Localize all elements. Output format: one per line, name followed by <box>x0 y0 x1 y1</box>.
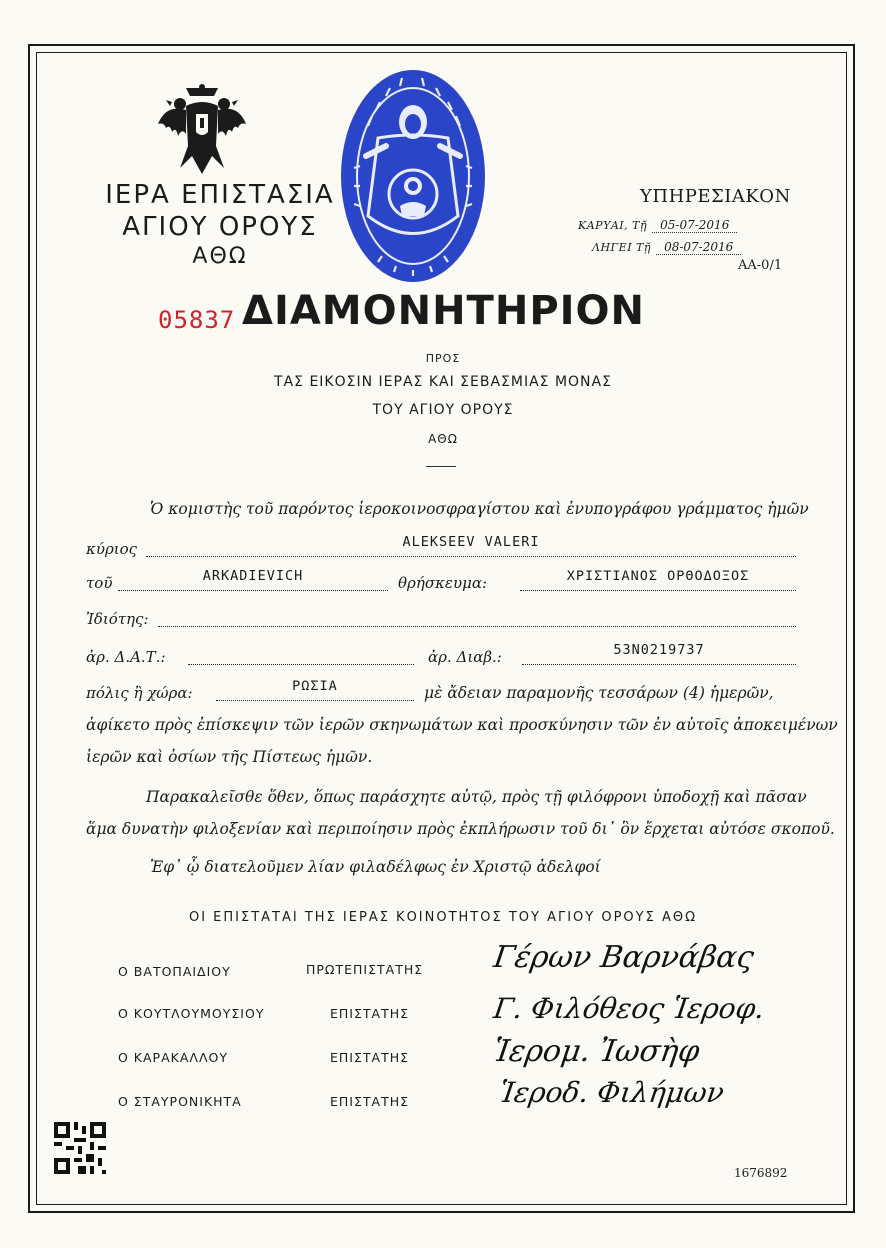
signatory-monastery: Ο ΚΟΥΤΛΟΥΜΟΥΣΙΟΥ <box>118 1006 265 1021</box>
qr-code-icon <box>54 1122 106 1174</box>
of-label: τοῦ <box>86 574 113 592</box>
signatory-role: ΠΡΩΤΕΠΙΣΤΑΤΗΣ <box>306 962 424 977</box>
expiry-date-row <box>578 236 741 255</box>
permit-text: μὲ ἄδειαν παραμονῆς τεσσάρων (4) ἡμερῶν, <box>424 684 774 702</box>
of-value: ARKADIEVICH <box>202 568 304 584</box>
handwritten-signature: Γ. Φιλόθεος Ἱεροφ. <box>491 992 767 1025</box>
signatory-monastery: Ο ΒΑΤΟΠΑΙΔΙΟΥ <box>118 964 231 979</box>
signatory-monastery: Ο ΣΤΑΥΡΟΝΙΚΗΤΑ <box>118 1094 242 1109</box>
issue-date-label: ΚΑΡΥΑΙ, Τῇ <box>578 219 648 232</box>
issue-date-row <box>578 214 737 233</box>
double-headed-eagle-icon <box>156 84 248 176</box>
request-text-line1: Παρακαλεῖσθε ὅθεν, ὅπως παράσχητε αὐτῷ, πρὸς τῇ φιλόφρονι ὑποδοχῇ καὶ πᾶσαν <box>146 788 807 806</box>
addressee-line4: ΑΘΩ <box>428 432 458 446</box>
signatory-role: ΕΠΙΣΤΑΤΗΣ <box>330 1050 410 1065</box>
profession-label: Ἰδιότης: <box>86 610 149 628</box>
signatory-role: ΕΠΙΣΤΑΤΗΣ <box>330 1006 410 1021</box>
signatory-role: ΕΠΙΣΤΑΤΗΣ <box>330 1094 410 1109</box>
faith-text: ἱερῶν καὶ ὁσίων τῆς Πίστεως ἡμῶν. <box>86 748 373 766</box>
religion-label: θρήσκευμα: <box>398 574 488 592</box>
document-number: 1676892 <box>734 1166 788 1180</box>
authority-title-line2: ΑΓΙΟΥ ΟΡΟΥΣ <box>122 212 318 242</box>
country-label: πόλις ἢ χώρα: <box>86 684 193 702</box>
handwritten-signature: Γέρων Βαρνάβας <box>491 940 757 975</box>
handwritten-signature: Ἱεροδ. Φιλήμων <box>497 1076 727 1109</box>
country-value: ΡΩΣΙΑ <box>292 678 338 694</box>
passport-label: ἀρ. Διαβ.: <box>428 648 502 666</box>
passport-value: 53N0219737 <box>613 642 705 658</box>
expiry-date-label: ΛΗΓΕΙ Τῇ <box>592 241 651 254</box>
authority-title-line1: ΙΕΡΑ ΕΠΙΣΤΑΣΙΑ <box>105 180 335 210</box>
addressee-line1: ΠΡΟΣ <box>425 352 461 365</box>
religion-value: ΧΡΙΣΤΙΑΝΟΣ ΟΡΘΟΔΟΞΟΣ <box>566 568 750 584</box>
signatory-monastery: Ο ΚΑΡΑΚΑΛΛΟΥ <box>118 1050 228 1065</box>
profession-dotted-line <box>158 612 796 627</box>
mr-value: ALEKSEEV VALERI <box>402 534 540 550</box>
divider <box>426 466 456 467</box>
request-text-line2: ἅμα δυνατὴν φιλοξενίαν καὶ περιποίησιν πρὸς ἐκπλήρωσιν τοῦ δι᾿ ὃν ἔρχεται αὐτόσε σκοποῦ. <box>86 820 835 838</box>
id-label: ἀρ. Δ.Α.Τ.: <box>86 648 166 666</box>
issue-date-value: 05-07-2016 <box>652 218 737 233</box>
expiry-date-value: 08-07-2016 <box>656 240 741 255</box>
mr-label: κύριος <box>86 540 138 558</box>
closing-text: Ἐφ᾿ ᾧ διατελοῦμεν λίαν φιλαδέλφως ἐν Χριστῷ ἀδελφοί <box>150 858 601 876</box>
signatories-heading: ΟΙ ΕΠΙΣΤΑΤΑΙ ΤΗΣ ΙΕΡΑΣ ΚΟΙΝΟΤΗΤΟΣ ΤΟΥ ΑΓΙΟΥ ΟΡΟΥΣ ΑΘΩ <box>188 910 698 925</box>
document-title: ΔΙΑΜΟΝΗΤΗΡΙΟΝ <box>242 288 645 334</box>
visit-text: ἀφίκετο πρὸς ἐπίσκεψιν τῶν ἱερῶν σκηνωμάτων καὶ προσκύνησιν τῶν ἐν αὐτοῖς ἀποκειμένων <box>86 716 838 734</box>
authority-title-line3: ΑΘΩ <box>192 244 248 269</box>
addressee-line2: ΤΑΣ ΕΙΚΟΣΙΝ ΙΕΡΑΣ ΚΑΙ ΣΕΒΑΣΜΙΑΣ ΜΟΝΑΣ <box>274 374 612 390</box>
serial-number: 05837 <box>158 306 236 334</box>
reference-code: ΑΑ-0/1 <box>738 258 783 273</box>
addressee-line3: ΤΟΥ ΑΓΙΟΥ ΟΡΟΥΣ <box>372 402 514 418</box>
id-dotted-line <box>188 650 414 665</box>
intro-text: Ὁ κομιστὴς τοῦ παρόντος ἱεροκοινοσφραγίστου καὶ ἐνυπογράφου γράμματος ἡμῶν <box>150 500 809 518</box>
service-label: ΥΠΗΡΕΣΙΑΚΟΝ <box>640 186 791 207</box>
handwritten-signature: Ἱερομ. Ἰωσὴφ <box>491 1034 702 1069</box>
